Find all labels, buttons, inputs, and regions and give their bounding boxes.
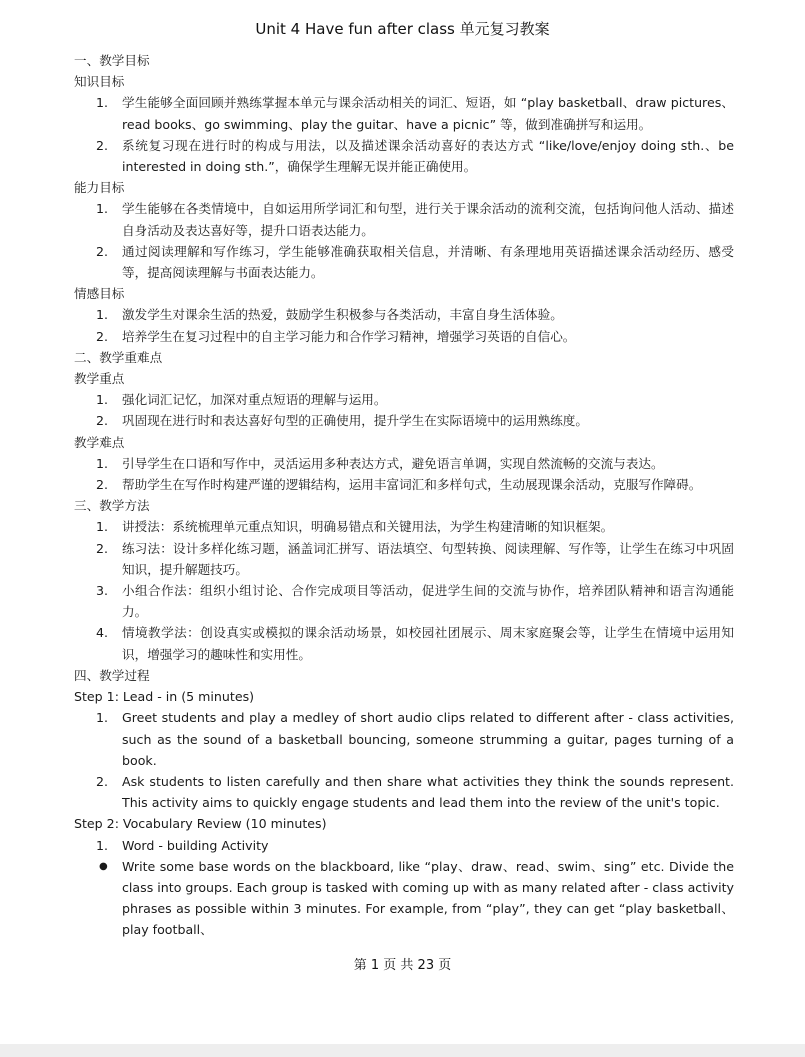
- list-item-text: 情境教学法：创设真实或模拟的课余活动场景，如校园社团展示、周末家庭聚会等，让学生在情境中运用知识，增强学习的趣味性和实用性。: [122, 625, 734, 662]
- list-item-text: 培养学生在复习过程中的自主学习能力和合作学习精神，增强学习英语的自信心。: [122, 328, 576, 344]
- list-item-text: 练习法：设计多样化练习题，涵盖词汇拼写、语法填空、句型转换、阅读理解、写作等，让学生在练习中巩固知识，提升解题技巧。: [122, 540, 734, 577]
- list-item: 1. 强化词汇记忆，加深对重点短语的理解与运用。: [96, 392, 387, 408]
- list-item: 1. 学生能够在各类情境中，自如运用所学词汇和句型，进行关于课余活动的流利交流，包括询问他人活动、描述自身活动及表达喜好等，提升口语表达能力。: [96, 201, 734, 238]
- list-item-text: 讲授法：系统梳理单元重点知识，明确易错点和关键用法，为学生构建清晰的知识框架。: [122, 519, 614, 535]
- viewer-bottom-strip: [0, 1044, 805, 1057]
- list-item-text: 小组合作法：组织小组讨论、合作完成项目等活动，促进学生间的交流与协作，培养团队精神和语言沟通能力。: [122, 583, 734, 620]
- list-item: 3. 小组合作法：组织小组讨论、合作完成项目等活动，促进学生间的交流与协作，培养团队精神和语言沟通能力。: [96, 583, 734, 620]
- list-item: 1. Word - building Activity: [96, 837, 269, 853]
- bullet-icon: ●: [99, 860, 108, 872]
- list-item: 2. 帮助学生在写作时构建严谨的逻辑结构，运用丰富词汇和多样句式，生动展现课余活动，克服写作障碍。: [96, 477, 702, 493]
- document-body: [74, 50, 734, 941]
- list-item: 4. 情境教学法：创设真实或模拟的课余活动场景，如校园社团展示、周末家庭聚会等，让学生在情境中运用知识，增强学习的趣味性和实用性。: [96, 625, 734, 662]
- list-item: 1. 学生能够全面回顾并熟练掌握本单元与课余活动相关的词汇、短语，如 “play basketball、draw pictures、read books、go swimming、play the guitar、have a picnic” 等，做到准确拼写和运用。: [96, 95, 734, 132]
- list-item-text: 巩固现在进行时和表达喜好句型的正确使用，提升学生在实际语境中的运用熟练度。: [122, 413, 588, 429]
- bullet-item-text: Write some base words on the blackboard, like “play、draw、read、swim、sing” etc. Divide the class into groups. Each group is tasked with coming up with as many related after - class activity phrases as possible within 3 minutes. For example, from “play”, they can get “play basketball、play football、: [122, 858, 734, 938]
- section-heading-key-points: 二、教学重难点: [74, 349, 163, 365]
- list-item: 2. Ask students to listen carefully and then share what activities they think the sounds represent. This activity aims to quickly engage students and lead them into the review of the unit's topic.: [96, 773, 734, 811]
- subheading-knowledge: 知识目标: [74, 74, 125, 90]
- document-title: Unit 4 Have fun after class 单元复习教案: [255, 20, 550, 38]
- bullet-item: [74, 856, 734, 941]
- subheading-ability: 能力目标: [74, 180, 125, 196]
- list-item: 1. Greet students and play a medley of short audio clips related to different after - class activities, such as the sound of a basketball bouncing, someone strumming a guitar, pages turning of a book.: [96, 710, 734, 768]
- section-heading-objectives: 一、教学目标: [74, 53, 150, 68]
- list-item: 2. 培养学生在复习过程中的自主学习能力和合作学习精神，增强学习英语的自信心。: [96, 328, 576, 344]
- list-item-text: 激发学生对课余生活的热爱，鼓励学生积极参与各类活动，丰富自身生活体验。: [122, 307, 563, 323]
- list-item: 1. 激发学生对课余生活的热爱，鼓励学生积极参与各类活动，丰富自身生活体验。: [96, 307, 563, 323]
- list-item: 2. 练习法：设计多样化练习题，涵盖词汇拼写、语法填空、句型转换、阅读理解、写作等，让学生在练习中巩固知识，提升解题技巧。: [96, 540, 734, 577]
- step2-heading: Step 2: Vocabulary Review (10 minutes): [74, 816, 327, 832]
- list-item-text: Greet students and play a medley of short audio clips related to different after - class activities, such as the sound of a basketball bouncing, someone strumming a guitar, pages turning of a book.: [122, 710, 734, 768]
- list-item: 1. 讲授法：系统梳理单元重点知识，明确易错点和关键用法，为学生构建清晰的知识框架。: [96, 519, 614, 535]
- section-heading-methods: 三、教学方法: [74, 498, 150, 514]
- list-item-text: 通过阅读理解和写作练习，学生能够准确获取相关信息，并清晰、有条理地用英语描述课余活动经历、感受等，提高阅读理解与书面表达能力。: [122, 243, 734, 281]
- list-item: 2. 系统复习现在进行时的构成与用法，以及描述课余活动喜好的表达方式 “like/love/enjoy doing sth.、be interested in doing sth.”，确保学生理解无误并能正确使用。: [96, 137, 734, 175]
- step1-heading: Step 1: Lead - in (5 minutes): [74, 689, 255, 705]
- list-item-text: 强化词汇记忆，加深对重点短语的理解与运用。: [122, 392, 387, 408]
- section-heading-process: 四、教学过程: [74, 667, 150, 683]
- subheading-key: 教学重点: [74, 371, 125, 387]
- list-item-text: 学生能够在各类情境中，自如运用所学词汇和句型，进行关于课余活动的流利交流，包括询问他人活动、描述自身活动及表达喜好等，提升口语表达能力。: [122, 201, 734, 238]
- page-number-footer: 第 1 页 共 23 页: [353, 958, 452, 973]
- list-item: 2. 巩固现在进行时和表达喜好句型的正确使用，提升学生在实际语境中的运用熟练度。: [96, 413, 588, 429]
- list-item-text: 帮助学生在写作时构建严谨的逻辑结构，运用丰富词汇和多样句式，生动展现课余活动，克服写作障碍。: [122, 477, 702, 493]
- list-item-text: 引导学生在口语和写作中，灵活运用多种表达方式，避免语言单调，实现自然流畅的交流与表达。: [122, 455, 664, 471]
- list-item: 2. 通过阅读理解和写作练习，学生能够准确获取相关信息，并清晰、有条理地用英语描述课余活动经历、感受等，提高阅读理解与书面表达能力。: [96, 243, 734, 281]
- subheading-emotion: 情感目标: [74, 286, 125, 302]
- list-item-text: 学生能够全面回顾并熟练掌握本单元与课余活动相关的词汇、短语，如 “play basketball、draw pictures、read books、go swimming、play the guitar、have a picnic” 等，做到准确拼写和运用。: [122, 95, 734, 132]
- list-item-text: Ask students to listen carefully and then share what activities they think the sounds represent. This activity aims to quickly engage students and lead them into the review of the unit's topic.: [122, 773, 734, 811]
- list-item: 1. 引导学生在口语和写作中，灵活运用多种表达方式，避免语言单调，实现自然流畅的交流与表达。: [96, 455, 664, 471]
- list-item-text: 系统复习现在进行时的构成与用法，以及描述课余活动喜好的表达方式 “like/love/enjoy doing sth.、be interested in doing sth.”，确保学生理解无误并能正确使用。: [122, 137, 734, 175]
- subheading-difficult: 教学难点: [74, 434, 125, 450]
- list-item-text: Word - building Activity: [122, 837, 269, 853]
